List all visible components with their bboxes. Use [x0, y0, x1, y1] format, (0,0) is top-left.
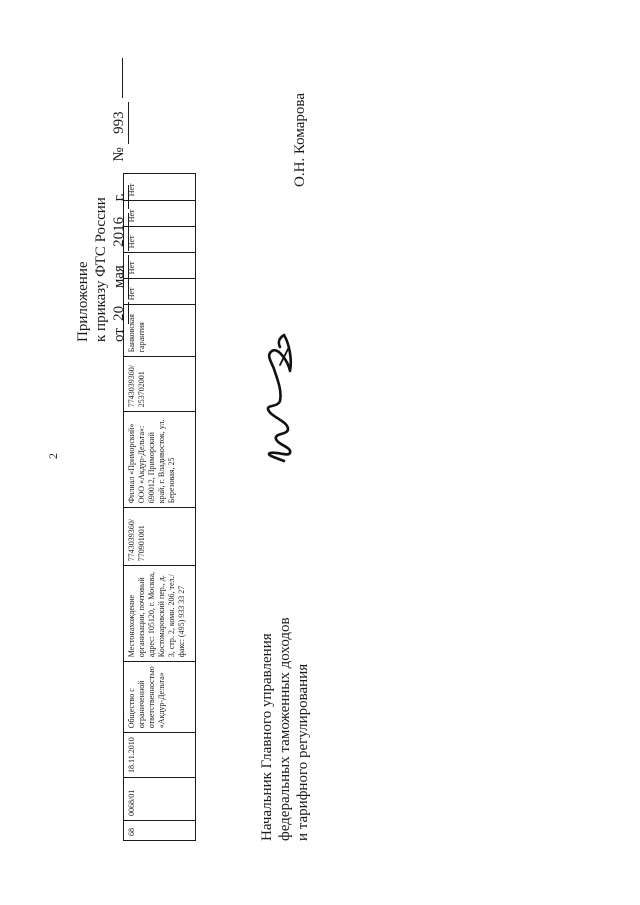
appendix-number: 993: [110, 102, 129, 144]
registration-date: 18.11.2010: [124, 733, 196, 778]
organization-name: Общество с ограниченной ответственностью «Акдур-Дельта»: [124, 662, 196, 733]
guarantee-type: Банковская гарантия: [124, 305, 196, 357]
signatory-title-line: и тарифного регулирования: [295, 663, 311, 841]
row-number: 68: [124, 821, 196, 841]
register-table: [123, 173, 196, 841]
appendix-year: 2016: [110, 213, 129, 251]
handwritten-signature: [248, 325, 306, 465]
appendix-date: 20: [110, 302, 129, 324]
inn-kpp: 7743039360/ 770901001: [124, 508, 196, 566]
branch-inn-kpp: 7743039360/ 253702001: [124, 357, 196, 412]
signatory-name: О.Н. Комарова: [292, 93, 308, 187]
appendix-number-tail: [122, 58, 123, 98]
appendix-order-ref: к приказу ФТС России: [93, 197, 109, 342]
branch-address: Филиал «Приморский» ООО «Акдур-Дельта»: 690012, Приморский край, г. Владивосток, ул. Березовая, 25: [124, 412, 196, 508]
appendix-header: [74, 58, 129, 342]
appendix-year-suffix: г.: [110, 185, 129, 209]
cell-flag: Нет: [124, 227, 196, 253]
cell-flag: Нет: [124, 279, 196, 305]
organization-address: Местонахождение организации, почтовый адрес: 105120, г. Москва, Костомаровский пер., д. 3, стр. 2, комн. 206, тел./факс: (495) 933 33 27: [124, 566, 196, 662]
signatory-title-line: Начальник Главного управления: [259, 633, 275, 841]
certificate-number: 0068/01: [124, 778, 196, 821]
appendix-from: от: [111, 328, 127, 342]
signatory-title-line: федеральных таможенных доходов: [277, 617, 293, 841]
signatory-title: [258, 617, 312, 841]
appendix-number-sign: №: [111, 147, 127, 162]
table-row: [124, 174, 196, 841]
page-number: 2: [46, 453, 60, 459]
cell-flag: Нет: [124, 201, 196, 227]
cell-flag: Нет: [124, 174, 196, 201]
appendix-title: Приложение: [75, 261, 91, 342]
cell-flag: Нет: [124, 253, 196, 279]
appendix-month: мая: [110, 255, 129, 299]
